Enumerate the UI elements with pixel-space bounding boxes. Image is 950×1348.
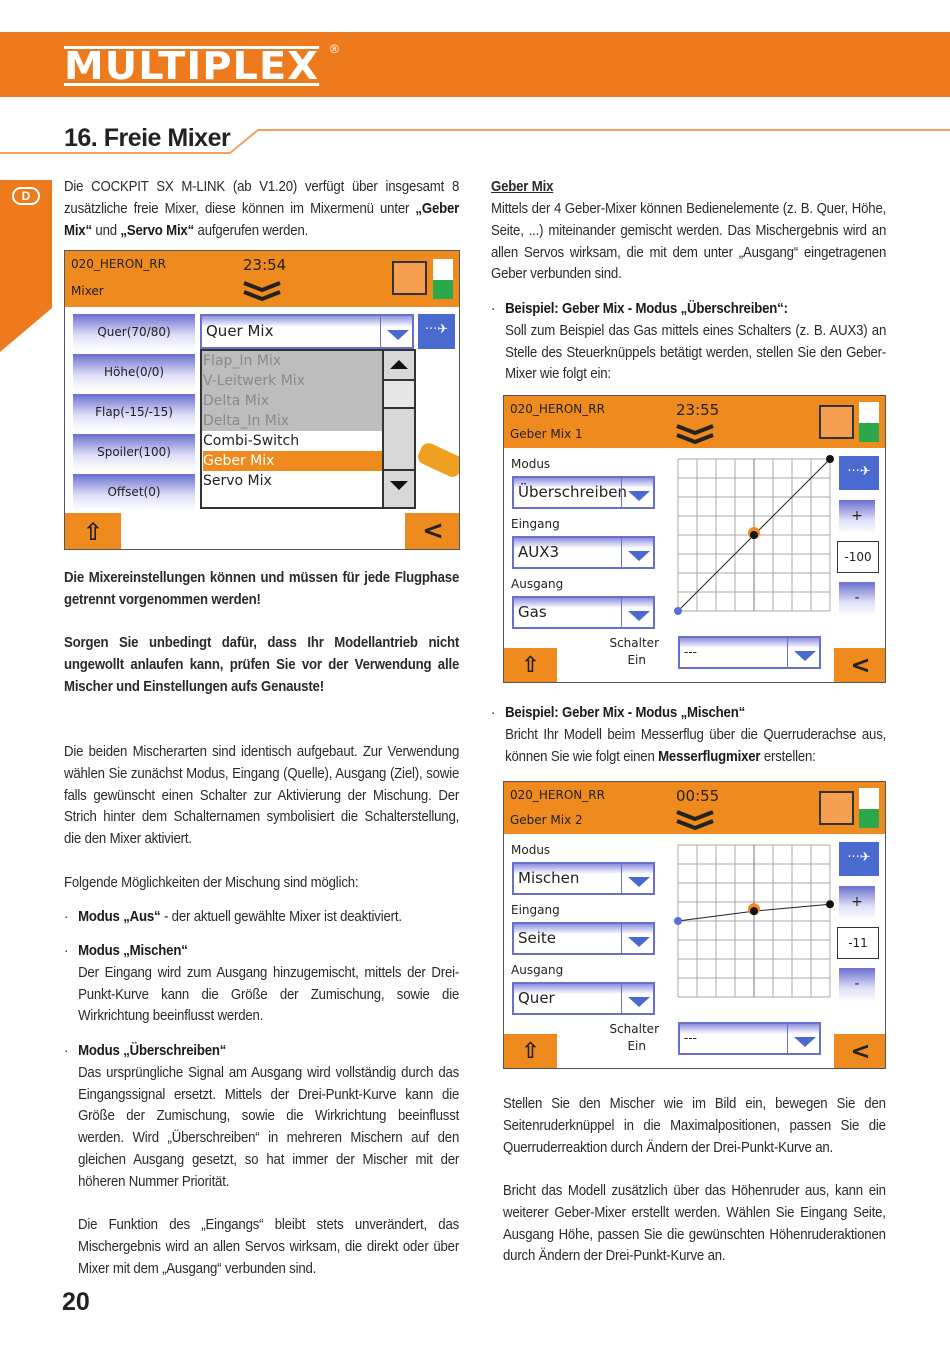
screen-subtitle: Geber Mix 2 [510,813,583,827]
arrow-down-icon [390,481,408,490]
battery-icon [433,259,453,299]
screen-header [504,782,885,834]
dropdown-option[interactable]: Combi-Switch [203,433,300,449]
ausgang-label: Ausgang [511,577,564,591]
screen-subtitle: Mixer [71,284,104,298]
back-button[interactable] [834,648,886,683]
back-icon: < [850,1037,871,1065]
modus-select[interactable]: Mischen [512,862,655,895]
options-intro: Folgende Möglichkeiten der Mischung sind möglich: [64,874,359,891]
eingang-select[interactable]: Seite [512,922,655,955]
schalter-label: Schalter [609,1022,659,1036]
example-override: · Beispiel: Geber Mix - Modus „Überschreiben“: Soll zum Beispiel das Gas mittels eines Schalters (z. B. AUX3) an Stelle des Steuerknüppels betätigt werden, stellen Sie den Geber-Mixer wie folgt ein: [491,298,886,385]
screen-header [504,396,885,448]
dropdown-arrow-icon [787,1024,819,1053]
mixer-select[interactable]: Quer Mix [200,314,414,349]
battery-icon [859,402,879,442]
curve-value: -11 [837,927,879,959]
multiplex-logo: MULTIPLEX [64,44,320,88]
dropdown-arrow-icon [621,864,653,893]
airplane-graphic [415,441,460,480]
battery-icon [859,788,879,828]
model-name: 020_HERON_RR [510,402,605,416]
modus-label: Modus [511,843,551,857]
scrollbar[interactable] [382,351,414,507]
curve-point [674,607,682,615]
mixer-button[interactable]: Spoiler(100) [73,434,195,470]
option-disabled: Delta Mix [203,393,270,409]
chevron-down-icon[interactable] [673,809,717,831]
usage-paragraph: Die beiden Mischerarten sind identisch aufgebaut. Zur Verwendung wählen Sie zunächst Modus, Eingang (Quelle), Ausgang (Ziel), sowie falls gewünscht einen Schalter zur Aktivierung der Mischung. Der Strich hinter dem Schalternamen symbolisiert die Schalterstellung, die den Mixer aktiviert. [64,743,460,848]
airplane-button[interactable]: ···✈ [418,314,455,349]
option-disabled: Delta_In Mix [203,413,290,429]
modus-label: Modus [511,457,551,471]
curve-graph[interactable] [672,453,836,618]
stopwatch-icon[interactable] [392,261,427,295]
mixer-dropdown-list [200,349,416,509]
elevator-paragraph: Bricht das Modell zusätzlich über das Höhenruder aus, kann ein weiterer Geber-Mixer erstellt werden. Wählen Sie Eingang Seite, Ausgang Höhe, passen Sie die gewünschten Höhenruderaktionen durch Ändern der Drei-Punkt-Kurve an. [503,1182,886,1265]
back-button[interactable] [405,513,460,550]
dropdown-arrow-icon [621,984,653,1013]
dropdown-arrow-icon [621,538,653,567]
mixer-button[interactable]: Quer(70/80) [73,314,195,350]
ausgang-select[interactable]: Quer [512,982,655,1015]
mixer-button[interactable]: Höhe(0/0) [73,354,195,390]
curve-point [826,900,834,908]
mixer-button[interactable]: Offset(0) [73,474,195,510]
mode-off-item: · Modus „Aus“ - der aktuell gewählte Mixer ist deaktiviert. [64,906,459,928]
scroll-thumb[interactable] [384,409,414,471]
page-title: 16. Freie Mixer [64,124,231,152]
timer: 23:55 [676,401,720,419]
scroll-down-button[interactable] [384,471,414,501]
eingang-label: Eingang [511,903,560,917]
ausgang-label: Ausgang [511,963,564,977]
knife-edge-paragraph: Stellen Sie den Mischer wie im Bild ein, bewegen Sie den Seitenruderknüppel in die Maximalpositionen, passen Sie die Querruderreaktion durch Ändern der Drei-Punkt-Kurve an. [503,1095,886,1156]
model-name: 020_HERON_RR [71,257,166,271]
screen-subtitle: Geber Mix 1 [510,427,583,441]
modus-select[interactable]: Überschreiben [512,476,655,509]
stopwatch-icon[interactable] [819,405,854,439]
home-icon: ⇧ [521,1039,540,1064]
airplane-button[interactable]: ···✈ [839,842,879,876]
home-icon: ⇧ [521,653,540,678]
mode-override-item: · Modus „Überschreiben“ Das ursprüngliche Signal am Ausgang wird vollständig durch das Eingangssignal ersetzt. Mittels der Drei-Punkt-Kurve kann die Größe der Zumischung, sowie die Wirkrichtung beeinflusst werden. Wird „Überschreiben“ in mehreren Mischern auf den gleichen Ausgang gesetzt, so hat immer der Mischer mit der höheren Nummer Priorität. [64,1040,459,1193]
back-button[interactable] [834,1034,886,1069]
chevron-down-icon[interactable] [673,423,717,445]
home-button[interactable] [65,513,121,550]
arrow-up-icon [390,360,408,369]
back-icon: < [422,516,444,546]
ein-label: Ein [627,653,646,667]
curve-point [750,531,758,539]
dropdown-arrow-icon [621,598,653,627]
plus-button[interactable]: + [839,500,875,534]
dropdown-arrow-icon [380,316,412,347]
stopwatch-icon[interactable] [819,791,854,825]
intro-paragraph: Die COCKPIT SX M-LINK (ab V1.20) verfügt über insgesamt 8 zusätzliche freie Mixer, diese können im Mixermenü unter „Geber Mix“ und „Servo Mix“ aufgerufen werden. [64,178,460,239]
eingang-select[interactable]: AUX3 [512,536,655,569]
curve-point [826,455,834,463]
timer: 23:54 [243,256,287,274]
curve-graph[interactable] [672,839,836,1004]
ausgang-select[interactable]: Gas [512,596,655,629]
curve-value: -100 [837,541,879,573]
home-button[interactable] [504,1034,557,1069]
geber-mix-paragraph: Mittels der 4 Geber-Mixer können Bedienelemente (z. B. Quer, Höhe, Seite, ...) miteinander gemischt werden. Das Mischergebnis wird an allen Servos wirksam, die mit dem unter „Ausgang“ eingetragenen Geber verbunden sind. [491,200,887,283]
mixer-button[interactable]: Flap(-15/-15) [73,394,195,430]
mixer-menu-screenshot [64,250,460,550]
geber-mix-2-screenshot [503,781,886,1069]
dropdown-option[interactable]: Servo Mix [203,473,272,489]
warning-motor: Sorgen Sie unbedingt dafür, dass Ihr Modellantrieb nicht ungewollt anlaufen kann, prüfen Sie vor der Verwendung alle Mischer und Einstellungen aufs Genauste! [64,634,460,695]
home-button[interactable] [504,648,557,683]
dropdown-option[interactable]: Geber Mix [203,451,382,471]
geber-mix-1-screenshot [503,395,886,683]
page-number: 20 [62,1288,90,1316]
minus-button[interactable]: - [839,582,875,616]
plus-button[interactable]: + [839,886,875,920]
language-tab [0,180,52,355]
registered-mark: ® [330,42,339,56]
switch-select[interactable]: --- [678,1022,821,1055]
timer: 00:55 [676,787,720,805]
mode-mix-item: · Modus „Mischen“ Der Eingang wird zum Ausgang hinzugemischt, mittels der Drei-Punkt-Kurve kann die Größe der Zumischung, sowie die Wirkrichtung beeinflusst werden. [64,940,459,1027]
minus-button[interactable]: - [839,968,875,1002]
warning-phases: Die Mixereinstellungen können und müssen für jede Flugphase getrennt vorgenommen werden! [64,569,460,608]
back-icon: < [850,651,871,679]
dropdown-arrow-icon [621,924,653,953]
dropdown-arrow-icon [787,638,819,667]
option-disabled: Flap_In Mix [203,353,282,369]
option-disabled: V-Leitwerk Mix [203,373,305,389]
dropdown-arrow-icon [621,478,653,507]
home-icon: ⇧ [82,518,104,546]
schalter-label: Schalter [609,636,659,650]
example-mix: · Beispiel: Geber Mix - Modus „Mischen“ Bricht Ihr Modell beim Messerflug über die Querruderachse aus, können Sie wie folgt einen Messerflugmixer erstellen: [491,702,886,767]
curve-point [750,907,758,915]
input-note: Die Funktion des „Eingangs“ bleibt stets unverändert, das Mischergebnis wird an allen Servos wirksam, die direkt oder über Mixer mit dem „Ausgang“ verbunden sind. [78,1216,460,1277]
screen-header [65,251,459,307]
geber-mix-heading: Geber Mix [491,178,554,195]
model-name: 020_HERON_RR [510,788,605,802]
scroll-up-button[interactable] [384,351,414,381]
switch-select[interactable]: --- [678,636,821,669]
curve-point [674,917,682,925]
airplane-button[interactable]: ···✈ [839,456,879,490]
language-tab-label: D [12,187,40,205]
eingang-label: Eingang [511,517,560,531]
ein-label: Ein [627,1039,646,1053]
chevron-down-icon[interactable] [240,280,284,302]
